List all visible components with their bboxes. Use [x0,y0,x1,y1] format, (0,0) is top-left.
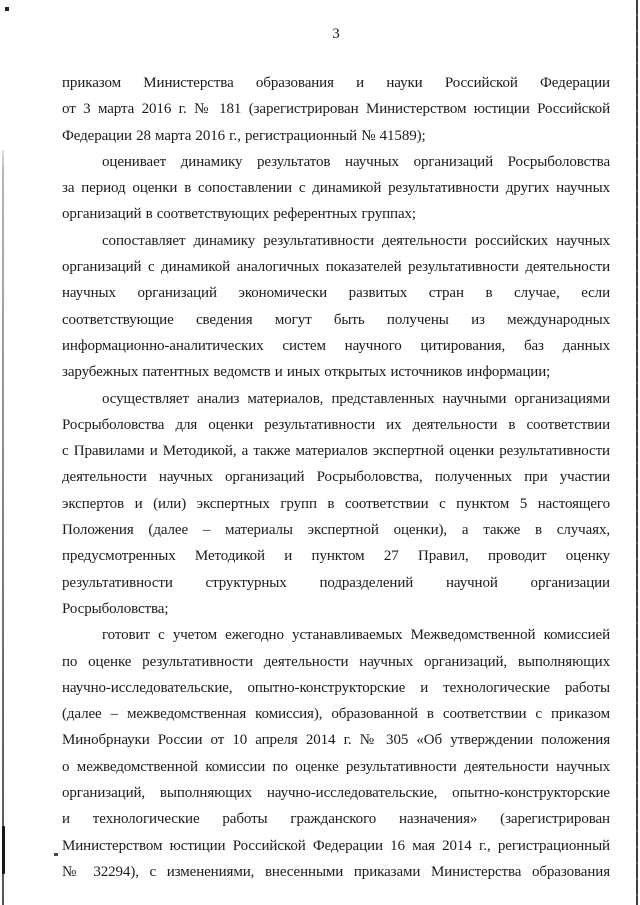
text-line: № 32294), с изменениями, внесенными приказами Министерства образования [62,863,610,880]
text-line: за период оценки в сопоставлении с динамикой результативности других научных [62,180,610,197]
text-line: организаций с динамикой аналогичных показателей результативности деятельности [62,259,610,276]
text-line: научно-исследовательские, опытно-конструкторские и технологические работы [62,679,610,696]
text-line: Минобрнауки России от 10 апреля 2014 г. № 305 «Об утверждении положения [62,732,610,749]
scan-artifact-bottom-speck [54,853,58,856]
text-line: информационно-аналитических систем научного цитирования, баз данных [62,337,610,354]
text-line: результативности структурных подразделений научной организации [62,574,610,591]
text-line: сопоставляет динамику результативности деятельности российских научных [102,232,610,249]
page-number: 3 [332,26,340,42]
text-line: организаций, выполняющих научно-исследовательские, опытно-конструкторские [62,785,610,802]
text-line: Федерации 28 марта 2016 г., регистрационный № 41589); [62,127,426,144]
paragraph [62,386,610,623]
paragraph [62,228,610,386]
paragraph [62,149,610,228]
text-line: экспертов и (или) экспертных групп в соответствии с пунктом 5 настоящего [62,495,610,512]
text-line: по оценке результативности деятельности научных организаций, выполняющих [62,653,610,670]
text-line: Росрыболовства; [62,600,169,617]
text-line: (далее – межведомственная комиссия), образованной в соответствии с приказом [62,706,610,723]
scan-artifact-right-edge-line [636,0,638,905]
paragraph [62,622,610,885]
text-line: научных организаций экономически развитых стран в случае, если [62,285,610,302]
document-body [62,70,610,885]
text-line: Положения (далее – материалы экспертной оценки), а также в случаях, [62,522,610,539]
text-line: Росрыболовства для оценки результативности их деятельности в соответствии [62,416,610,433]
text-line: и технологические работы гражданского назначения» (зарегистрирован [62,811,610,828]
scan-artifact-left-edge-dark-segment [2,826,5,874]
text-line: от 3 марта 2016 г. № 181 (зарегистрирован Министерством юстиции Российской [62,101,610,118]
text-line: зарубежных патентных ведомств и иных открытых источников информации; [62,364,551,381]
text-line: Министерством юстиции Российской Федерации 16 мая 2014 г., регистрационный [62,837,610,854]
text-line: соответствующие сведения могут быть получены из международных [62,311,610,328]
text-line: приказом Министерства образования и науки Российской Федерации [62,75,610,91]
scan-artifact-top-left-dot [5,7,9,11]
text-line: предусмотренных Методикой и пунктом 27 Правил, проводит оценку [62,548,610,565]
text-line: осуществляет анализ материалов, представленных научными организациями [102,390,610,407]
text-line: организаций в соответствующих референтных группах; [62,206,416,223]
text-line: с Правилами и Методикой, а также материалов экспертной оценки результативности [62,443,610,460]
scan-artifact-left-edge-line [2,150,4,905]
text-line: готовит с учетом ежегодно устанавливаемых Межведомственной комиссией [102,627,610,644]
text-line: оценивает динамику результатов научных организаций Росрыболовства [102,153,610,170]
text-line: деятельности научных организаций Росрыболовства, полученных при участии [62,469,610,486]
text-line: о межведомственной комиссии по оценке результативности деятельности научных [62,758,610,775]
paragraph [62,70,610,149]
